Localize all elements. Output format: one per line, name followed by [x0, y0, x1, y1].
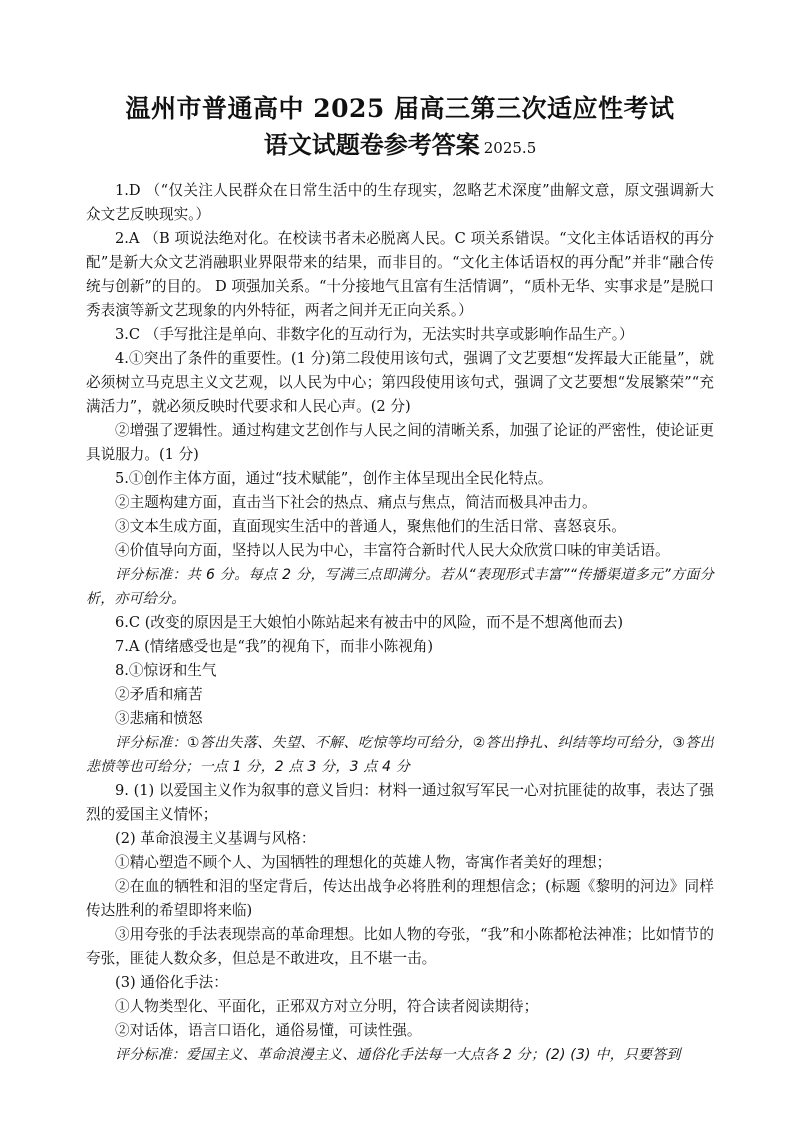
answer-q2: 2.A （B 项说法绝对化。在校读书者未必脱离人民。C 项关系错误。“文化主体话语权的再分配”是新大众文艺消融职业界限带来的结果，而非目的。“文化主体话语权的再分配”并非“融合传统与创新”的目的。 D 项强加关系。“十分接地气且富有生活情调”，“质朴无华、实事求是”是脱口秀表演等新文艺现象的内外特征，两者之间并无正向关系。）: [86, 230, 714, 319]
answer-q9-part2-point2: ②在血的牺牲和泪的坚定背后，传达出战争必将胜利的理想信念；(标题《黎明的河边》同样传达胜利的希望即将来临): [86, 878, 714, 919]
answer-q6: 6.C (改变的原因是王大娘怕小陈站起来有被击中的风险，而不是不想离他而去): [115, 614, 624, 631]
answer-q9-part3-point2: ②对话体，语言口语化，通俗易懂，可读性强。: [115, 1022, 422, 1039]
answer-q8-point2: ②矛盾和痛苦: [115, 686, 203, 703]
answer-q7: 7.A (情绪感受也是“我”的视角下，而非小陈视角): [115, 638, 434, 655]
answer-q9-part3-heading: (3) 通俗化手法：: [115, 974, 228, 991]
document-date: 2025.5: [483, 139, 537, 157]
answer-q5-point3: ③文本生成方面，直面现实生活中的普通人，聚焦他们的生活日常、喜怒哀乐。: [115, 518, 626, 535]
answer-q5-point4: ④价值导向方面，坚持以人民为中心，丰富符合新时代人民大众欣赏口味的审美话语。: [115, 542, 670, 559]
answer-q4-point1: 4.①突出了条件的重要性。(1 分)第二段使用该句式，强调了文艺要想“发挥最大正能量”，就必须树立马克思主义文艺观，以人民为中心；第四段使用该句式，强调了文艺要想“发展繁荣”“充满活力”，就必须反映时代要求和人民心声。(2 分): [86, 350, 714, 415]
answer-q9-part2-point3: ③用夸张的手法表现崇高的革命理想。比如人物的夸张，“我”和小陈都枪法神准；比如情节的夸张，匪徒人数众多，但总是不敢进攻，且不堪一击。: [86, 926, 714, 967]
grading-criteria-q9: 评分标准：爱国主义、革命浪漫主义、通俗化手法每一大点各 2 分；(2) (3) 中，只要答到: [115, 1047, 681, 1063]
answer-q8-point1: 8.①惊讶和生气: [115, 662, 217, 679]
answer-q4-point2: ②增强了逻辑性。通过构建文艺创作与人民之间的清晰关系，加强了论证的严密性，使论证更具说服力。(1 分): [86, 422, 714, 463]
grading-criteria-q8: 评分标准：①答出失落、失望、不解、吃惊等均可给分，②答出挣扎、纠结等均可给分，③答出悲愤等也可给分；一点 1 分，2 点 3 分，3 点 4 分: [86, 735, 714, 775]
answer-q9-part3-point1: ①人物类型化、平面化，正邪双方对立分明，符合读者阅读期待；: [115, 998, 539, 1015]
document-title: 温州市普通高中 2025 届高三第三次适应性考试: [125, 94, 675, 123]
answer-q1: 1.D （“仅关注人民群众在日常生活中的生存现实，忽略艺术深度”曲解文意，原文强调新大众文艺反映现实。）: [86, 182, 714, 223]
subtitle-text: 语文试题卷参考答案: [263, 130, 480, 159]
answer-q9-part2-point1: ①精心塑造不顾个人、为国牺牲的理想化的英雄人物，寄寓作者美好的理想；: [115, 854, 612, 871]
answer-q3: 3.C （手写批注是单向、非数字化的互动行为，无法实时共享或影响作品生产。）: [115, 326, 634, 343]
answer-q9-part1: 9. (1) 以爱国主义作为叙事的意义旨归：材料一通过叙写军民一心对抗匪徒的故事，表达了强烈的爱国主义情怀；: [86, 782, 714, 823]
answer-q8-point3: ③悲痛和愤怒: [115, 710, 203, 727]
answer-q5-point1: 5.①创作主体方面，通过“技术赋能”，创作主体呈现出全民化特点。: [115, 470, 553, 487]
document-subtitle: [86, 128, 714, 165]
answer-q5-point2: ②主题构建方面，直击当下社会的热点、痛点与焦点，简洁而极具冲击力。: [115, 494, 597, 511]
answer-q9-part2-heading: (2) 革命浪漫主义基调与风格：: [115, 830, 316, 847]
grading-criteria-q5: 评分标准：共 6 分。每点 2 分，写满三点即满分。若从“表现形式丰富”“传播渠道多元”方面分析，亦可给分。: [86, 567, 714, 607]
